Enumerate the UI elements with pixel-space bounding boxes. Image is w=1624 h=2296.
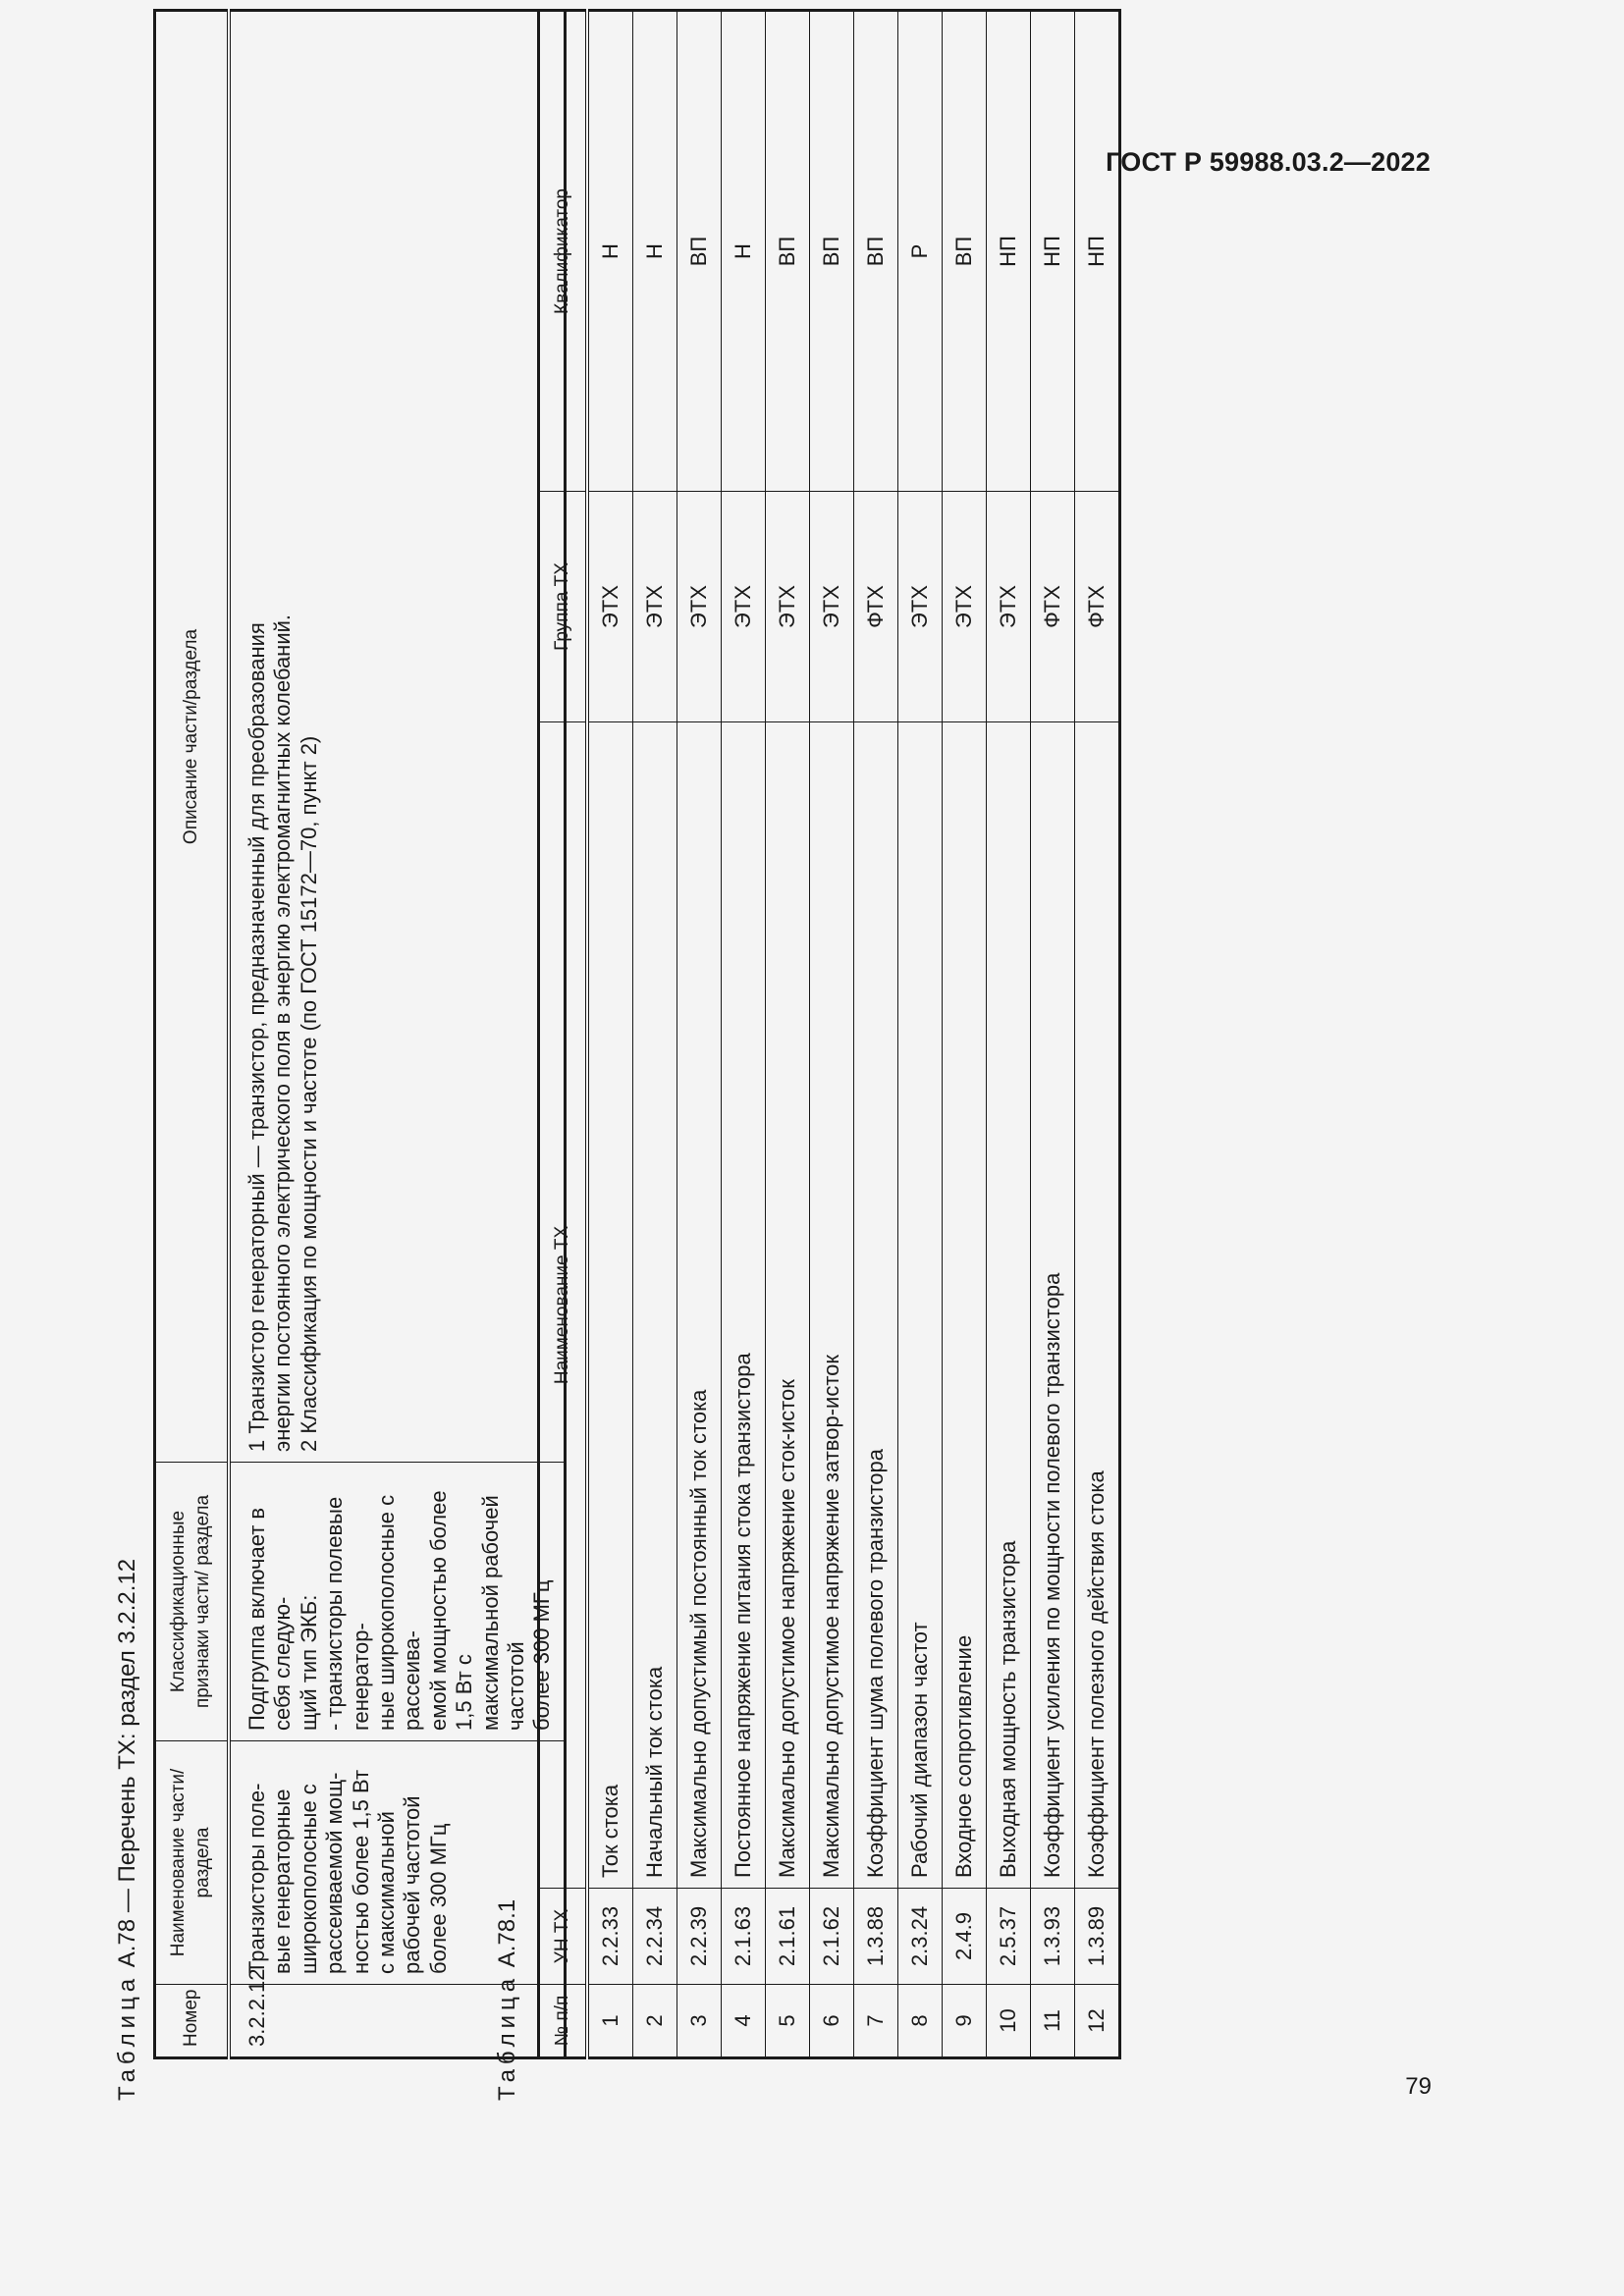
- cell-index: 5: [766, 1985, 810, 2058]
- cell-qualifier: Н: [587, 11, 633, 492]
- cell-group: ЭТХ: [677, 492, 722, 722]
- cell-qualifier: ВП: [943, 11, 987, 492]
- cell-code: 2.2.34: [633, 1889, 677, 1985]
- table-row: [766, 11, 810, 2058]
- cell-index: 7: [854, 1985, 898, 2058]
- table-row: [1075, 11, 1120, 2058]
- cell-group: ЭТХ: [898, 492, 943, 722]
- table-row: [898, 11, 943, 2058]
- col-header-code: УН ТХ: [539, 1889, 588, 1985]
- table-a78: [153, 9, 567, 2059]
- table-a78-caption: Таблица А.78 — Перечень ТХ: раздел 3.2.2.12: [114, 1558, 140, 2101]
- cell-features: Подгруппа включает в себя следую- щий тип ЭКБ: - транзисторы полевые генератор- ные широкополосные с рассеива- емой мощностью более 1,5 Вт с максимальной рабочей частотой более 300 МГц: [229, 1463, 565, 1741]
- table-row: [1031, 11, 1075, 2058]
- col-header-features: Классификационные признаки части/ раздела: [155, 1463, 230, 1741]
- cell-group: ЭТХ: [943, 492, 987, 722]
- table-row: [633, 11, 677, 2058]
- cell-name: Максимально допустимое напряжение затвор-исток: [810, 722, 854, 1889]
- rotated-content: [108, 0, 1149, 2101]
- cell-qualifier: НП: [1031, 11, 1075, 492]
- cell-index: 3: [677, 1985, 722, 2058]
- page-number: 79: [1405, 2073, 1432, 2100]
- table-a78-1-caption: Таблица А.78.1: [494, 1898, 520, 2101]
- table-row: [943, 11, 987, 2058]
- cell-name: Максимально допустимое напряжение сток-исток: [766, 722, 810, 1889]
- cell-name: Выходная мощность транзистора: [987, 722, 1031, 1889]
- cell-description: 1 Транзистор генераторный — транзистор, предназначенный для преобразования энергии постоянного электрического поля в энергию электромагнитных колебаний. 2 Классификация по мощности и частоте (по ГОСТ 15172—70, пункт 2): [229, 11, 565, 1463]
- cell-index: 11: [1031, 1985, 1075, 2058]
- table-row: [854, 11, 898, 2058]
- table-row: [587, 11, 633, 2058]
- col-header-qualifier: Квалификатор: [539, 11, 588, 492]
- cell-name: Ток стока: [587, 722, 633, 1889]
- cell-qualifier: ВП: [766, 11, 810, 492]
- cell-code: 2.1.61: [766, 1889, 810, 1985]
- cell-index: 6: [810, 1985, 854, 2058]
- cell-index: 9: [943, 1985, 987, 2058]
- col-header-index: № п/п: [539, 1985, 588, 2058]
- cell-index: 12: [1075, 1985, 1120, 2058]
- cell-code: 1.3.93: [1031, 1889, 1075, 1985]
- cell-code: 2.2.33: [587, 1889, 633, 1985]
- col-header-number: Номер: [155, 1985, 230, 2058]
- cell-qualifier: Н: [722, 11, 766, 492]
- cell-index: 8: [898, 1985, 943, 2058]
- table-row: [229, 11, 565, 2058]
- cell-group: ФТХ: [1075, 492, 1120, 722]
- cell-index: 1: [587, 1985, 633, 2058]
- document-code: ГОСТ Р 59988.03.2—2022: [1106, 147, 1431, 177]
- col-header-name: Наименование части/ раздела: [155, 1741, 230, 1985]
- cell-name: Входное сопротивление: [943, 722, 987, 1889]
- cell-group: ЭТХ: [633, 492, 677, 722]
- cell-code: 2.4.9: [943, 1889, 987, 1985]
- cell-group: ЭТХ: [987, 492, 1031, 722]
- cell-number: 3.2.2.12: [229, 1985, 565, 2058]
- cell-index: 2: [633, 1985, 677, 2058]
- cell-name: Начальный ток стока: [633, 722, 677, 1889]
- cell-qualifier: Н: [633, 11, 677, 492]
- cell-group: ЭТХ: [722, 492, 766, 722]
- cell-code: 2.1.63: [722, 1889, 766, 1985]
- cell-group: ЭТХ: [766, 492, 810, 722]
- cell-code: 2.5.37: [987, 1889, 1031, 1985]
- cell-code: 1.3.89: [1075, 1889, 1120, 1985]
- cell-qualifier: ВП: [810, 11, 854, 492]
- cell-qualifier: НП: [987, 11, 1031, 492]
- table-row: [810, 11, 854, 2058]
- cell-group: ЭТХ: [810, 492, 854, 722]
- cell-qualifier: ВП: [854, 11, 898, 492]
- cell-index: 4: [722, 1985, 766, 2058]
- cell-group: ФТХ: [1031, 492, 1075, 722]
- col-header-description: Описание части/раздела: [155, 11, 230, 1463]
- table-row: [722, 11, 766, 2058]
- table-row: [677, 11, 722, 2058]
- cell-name: Постоянное напряжение питания стока транзистора: [722, 722, 766, 1889]
- table-a78-1: [537, 9, 1121, 2059]
- cell-name: Максимально допустимый постоянный ток стока: [677, 722, 722, 1889]
- col-header-group: Группа ТХ: [539, 492, 588, 722]
- cell-code: 2.1.62: [810, 1889, 854, 1985]
- table-row: [987, 11, 1031, 2058]
- cell-name: Коэффициент шума полевого транзистора: [854, 722, 898, 1889]
- cell-qualifier: ВП: [677, 11, 722, 492]
- cell-qualifier: Р: [898, 11, 943, 492]
- cell-name: Коэффициент полезного действия стока: [1075, 722, 1120, 1889]
- cell-name: Коэффициент усиления по мощности полевого транзистора: [1031, 722, 1075, 1889]
- cell-name: Рабочий диапазон частот: [898, 722, 943, 1889]
- cell-code: 2.3.24: [898, 1889, 943, 1985]
- cell-code: 1.3.88: [854, 1889, 898, 1985]
- cell-group: ФТХ: [854, 492, 898, 722]
- cell-group: ЭТХ: [587, 492, 633, 722]
- cell-index: 10: [987, 1985, 1031, 2058]
- cell-qualifier: НП: [1075, 11, 1120, 492]
- cell-code: 2.2.39: [677, 1889, 722, 1985]
- col-header-name: Наименование ТХ: [539, 722, 588, 1889]
- cell-name: Транзисторы поле- вые генераторные широкополосные с рассеиваемой мощ- ностью более 1,5 Вт с максимальной рабочей частотой более 300 МГц: [229, 1741, 565, 1985]
